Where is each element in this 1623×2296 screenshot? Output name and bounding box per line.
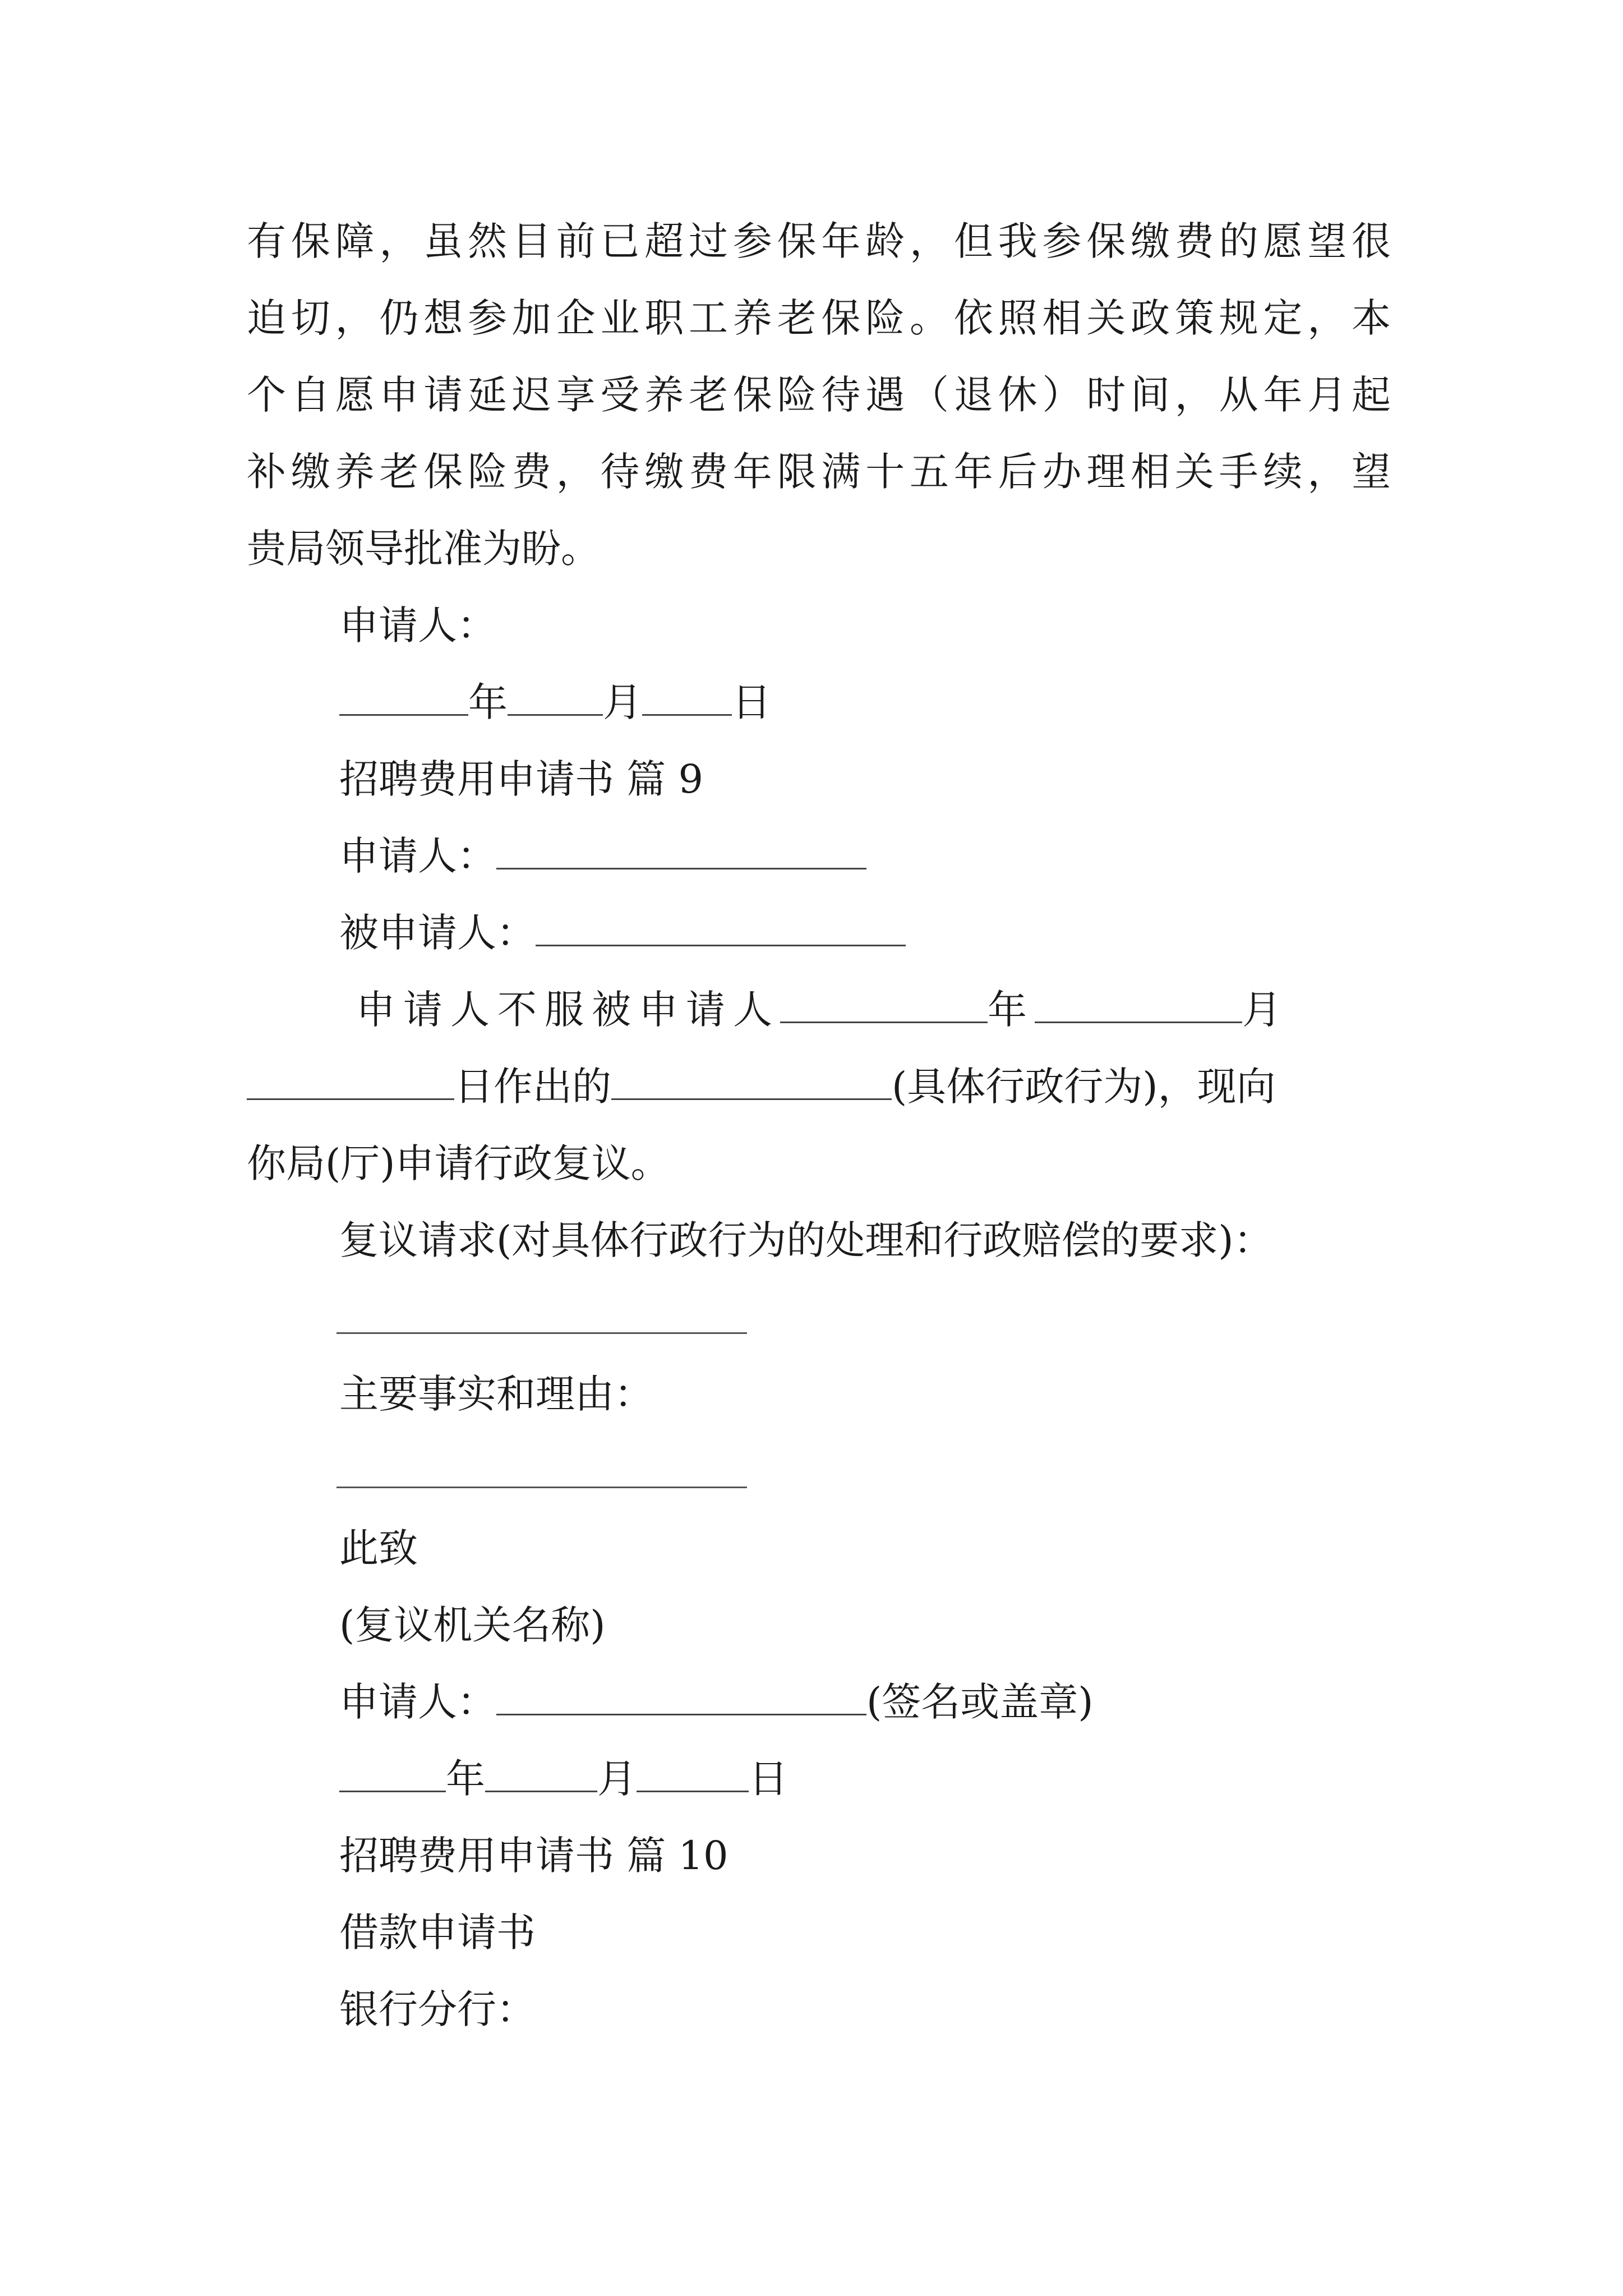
day-blank xyxy=(247,1061,454,1100)
paragraph-line-4: 补缴养老保险费，待缴费年限满十五年后办理相关手续，望 xyxy=(247,449,1391,495)
review-request-label: 复议请求(对具体行政行为的处理和行政赔偿的要求)： xyxy=(339,1217,1273,1263)
signature-note: (签名或盖章) xyxy=(866,1679,1094,1725)
statement-line-2 xyxy=(247,1056,1391,1117)
month-label: 月 xyxy=(603,679,642,725)
month-blank xyxy=(1035,984,1242,1023)
section-title-10: 招聘费用申请书 篇 10 xyxy=(339,1833,728,1879)
respondent-label: 被申请人： xyxy=(339,910,536,956)
statement-line-1 xyxy=(356,979,1408,1041)
year-label: 年 xyxy=(468,679,508,725)
statement-text: 日作出的 xyxy=(454,1064,611,1110)
facts-blank xyxy=(336,1487,747,1488)
loan-application-title: 借款申请书 xyxy=(339,1910,536,1955)
paragraph-line-5: 贵局领导批准为盼。 xyxy=(247,526,600,572)
authority-name: (复议机关名称) xyxy=(339,1602,606,1648)
signature-blank xyxy=(496,1677,866,1715)
facts-label: 主要事实和理由： xyxy=(339,1371,653,1417)
month-blank xyxy=(508,677,603,716)
applicant-blank xyxy=(496,831,866,869)
bank-branch-label: 银行分行： xyxy=(339,1986,536,2032)
action-blank xyxy=(611,1061,892,1100)
month-label: 月 xyxy=(597,1756,637,1802)
day-blank xyxy=(642,677,732,716)
statement-text: 申请人不服被申请人 xyxy=(356,987,780,1033)
paragraph-line-1: 有保障，虽然目前已超过参保年龄，但我参保缴费的愿望很 xyxy=(247,218,1391,264)
respondent-blank xyxy=(536,908,906,946)
applicant-label: 申请人： xyxy=(339,833,496,879)
respondent-line xyxy=(339,902,1391,964)
statement-text: (具体行政行为)，现向 xyxy=(892,1064,1276,1110)
month-blank xyxy=(485,1754,597,1792)
greeting: 此致 xyxy=(339,1525,418,1571)
year-label: 年 xyxy=(988,987,1035,1033)
year-blank xyxy=(339,677,468,716)
year-label: 年 xyxy=(446,1756,485,1802)
day-label: 日 xyxy=(732,679,771,725)
section-title-9: 招聘费用申请书 篇 9 xyxy=(339,756,704,802)
review-request-blank xyxy=(336,1332,747,1334)
year-blank xyxy=(780,984,988,1023)
day-label: 日 xyxy=(749,1756,788,1802)
paragraph-line-3: 个自愿申请延迟享受养老保险待遇（退休）时间，从年月起 xyxy=(247,372,1391,418)
month-label: 月 xyxy=(1242,987,1289,1033)
date-line-2 xyxy=(339,1748,1391,1810)
year-blank xyxy=(339,1754,446,1792)
paragraph-line-2: 迫切，仍想参加企业职工养老保险。依照相关政策规定，本 xyxy=(247,295,1391,341)
day-blank xyxy=(637,1754,749,1792)
applicant-label: 申请人： xyxy=(339,602,496,648)
date-line-1 xyxy=(339,671,1391,733)
signature-line xyxy=(339,1671,1391,1733)
applicant-line xyxy=(339,825,1391,887)
statement-line-3: 你局(厅)申请行政复议。 xyxy=(247,1140,670,1186)
applicant-label: 申请人： xyxy=(339,1679,496,1725)
